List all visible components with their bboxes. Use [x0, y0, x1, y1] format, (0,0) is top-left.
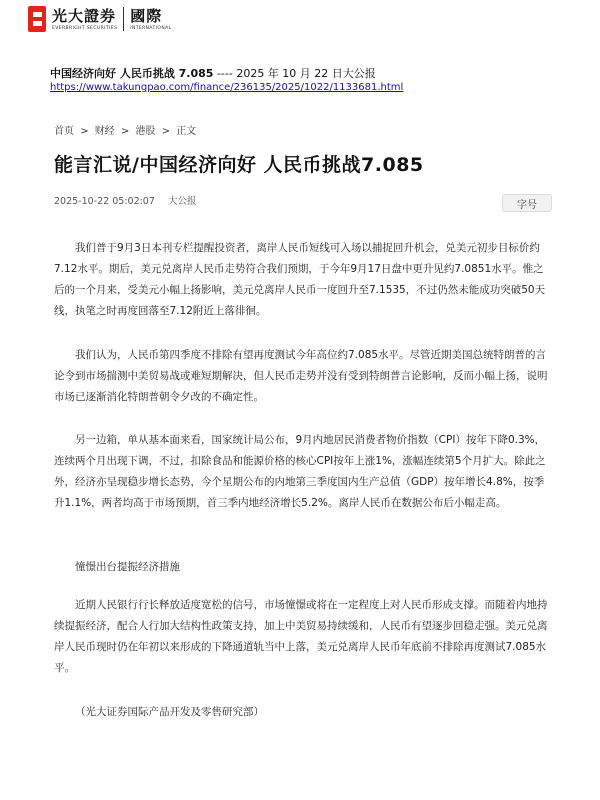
logo-mark-icon	[28, 6, 46, 32]
citation-title-bold: 中国经济向好 人民币挑战 7.085	[50, 67, 214, 80]
citation-url-link[interactable]: https://www.takungpao.com/finance/236135/2025/1022/1133681.html	[50, 82, 404, 93]
citation-title	[50, 65, 376, 81]
logo-cn-name: 光大證券	[52, 6, 117, 25]
breadcrumb-current: 正文	[176, 126, 197, 137]
breadcrumb	[54, 122, 199, 137]
breadcrumb-separator: >	[80, 126, 89, 137]
brand-logo	[28, 6, 172, 32]
article-meta	[54, 193, 196, 207]
article-subheading: 憧憬出台提振经济措施	[75, 561, 180, 573]
article-paragraph: 近期人民银行行长释放适度宽松的信号，市场憧憬或将在一定程度上对人民币形成支撑。而随着内地持续提振经济，配合人行加大结构性政策支持，加上中美贸易持续缓和，人民币有望逐步回稳走强。美元兑离岸人民币现时仍在年初以来形成的下降通道轨当中上落，美元兑离岸人民币年底前不排除再度测试7.085水平。	[54, 599, 548, 674]
font-size-button[interactable]: 字号	[502, 194, 552, 212]
breadcrumb-finance[interactable]: 财经	[94, 126, 115, 137]
logo-cn-intl: 國際	[130, 6, 163, 25]
logo-divider	[123, 7, 124, 31]
breadcrumb-separator: >	[120, 126, 130, 137]
article-paragraph: 我们认为，人民币第四季度不排除有望再度测试今年高位约7.085水平。尽管近期美国总统特朗普的言论令到市场揣测中美贸易战或难短期解决，但人民币走势并没有受到特朗普言论影响，反而小幅上扬，说明市场已逐渐消化特朗普朝令夕改的不确定性。	[54, 349, 548, 403]
article-headline: 能言汇说/中国经济向好 人民币挑战7.085	[54, 154, 424, 176]
article-paragraph: 我们普于9月3日本刊专栏提醒投资者，离岸人民币短线可入场以捕捉回升机会，兑美元初步目标价约7.12水平。期后，美元兑离岸人民币走势符合我们预期，于今年9月17日盘中更升见约7.0851水平。惟之后的一个月来，受美元小幅上扬影响，美元兑离岸人民币一度回升至7.1535，不过仍然未能成功突破50天线，执笔之时再度回落至7.12附近上落徘徊。	[54, 242, 546, 317]
breadcrumb-hk-stocks[interactable]: 港股	[135, 126, 156, 137]
logo-en-name: EVERBRIGHT SECURITIES	[52, 25, 118, 31]
article-paragraph: 另一边箱，单从基本面来看，国家统计局公布，9月内地居民消费者物价指数（CPI）按年下降0.3%，连续两个月出现下调，不过，扣除食品和能源价格的核心CPI按年上涨1%，涨幅连续第5个月扩大。除此之外，经济亦呈现稳步增长态势，今个星期公布的内地第三季度国内生产总值（GDP）按年增长4.8%，按季升1.1%，两者均高于市场预期，首三季内地经济增长5.2%。离岸人民币在数据公布后小幅走高。	[54, 434, 546, 509]
breadcrumb-home[interactable]: 首页	[54, 126, 74, 137]
article-author-note: （光大证券国际产品开发及零售研究部）	[75, 706, 264, 718]
breadcrumb-separator: >	[161, 126, 171, 137]
logo-en-intl: INTERNATIONAL	[130, 25, 172, 31]
article-datetime: 2025-10-22 05:02:07	[54, 196, 155, 207]
citation-title-rest: ---- 2025 年 10 月 22 日大公报	[213, 67, 376, 80]
article-source: 大公报	[167, 196, 197, 207]
